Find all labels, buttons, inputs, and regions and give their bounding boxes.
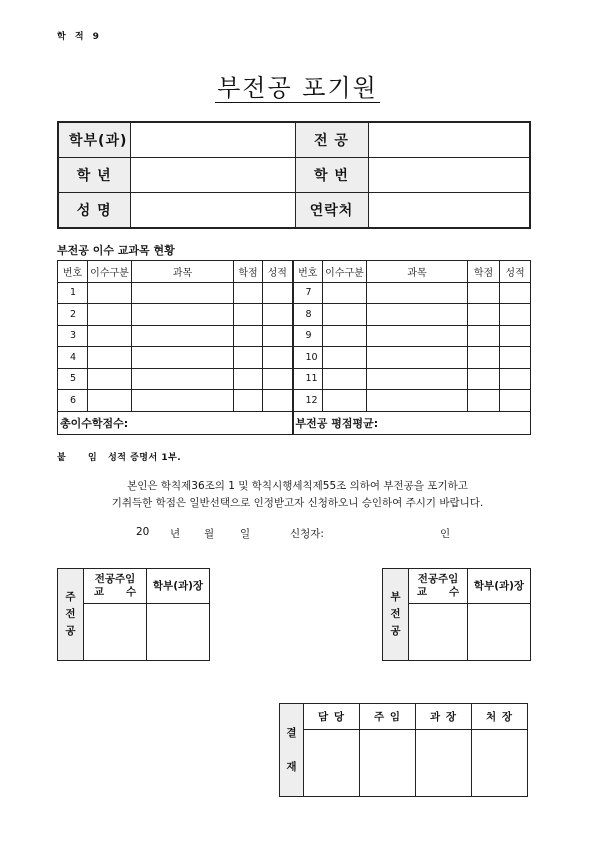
attachment-note: 붙 임 성적 증명서 1부. bbox=[57, 453, 182, 463]
row-number: 3 bbox=[58, 325, 88, 347]
credits-cell[interactable] bbox=[234, 347, 263, 369]
header-grade: 성적 bbox=[263, 261, 293, 283]
form-code: 학 적 9 bbox=[57, 32, 102, 42]
table-row bbox=[58, 368, 531, 390]
summary-row bbox=[58, 411, 531, 434]
approval-sign-manager[interactable] bbox=[416, 730, 472, 797]
subject-cell[interactable] bbox=[132, 368, 234, 390]
credits-cell[interactable] bbox=[468, 390, 500, 412]
approval-header-staff: 담 당 bbox=[304, 704, 360, 730]
grade-cell[interactable] bbox=[500, 347, 531, 369]
main-professor-header bbox=[84, 569, 147, 604]
type-cell[interactable] bbox=[323, 325, 367, 347]
approval-header-manager: 과 장 bbox=[416, 704, 472, 730]
table-row bbox=[58, 282, 531, 304]
date-line bbox=[136, 526, 466, 540]
type-cell[interactable] bbox=[88, 368, 132, 390]
type-cell[interactable] bbox=[323, 304, 367, 326]
title-text: 부전공 포기원 bbox=[217, 74, 378, 102]
name-field[interactable] bbox=[130, 193, 295, 229]
minor-professor-sign[interactable] bbox=[409, 604, 468, 661]
course-table bbox=[57, 260, 531, 435]
minor-dept-head-header: 학부(과)장 bbox=[468, 569, 531, 604]
side-char: 전 bbox=[65, 608, 76, 620]
approval-header-chief: 주 임 bbox=[360, 704, 416, 730]
approval-box bbox=[279, 703, 528, 797]
header-no: 번호 bbox=[293, 261, 323, 283]
row-number: 6 bbox=[58, 390, 88, 412]
credits-cell[interactable] bbox=[468, 304, 500, 326]
statement bbox=[0, 478, 595, 512]
row-number: 5 bbox=[58, 368, 88, 390]
table-row bbox=[58, 304, 531, 326]
main-professor-sign[interactable] bbox=[84, 604, 147, 661]
approval-side-label bbox=[280, 704, 304, 797]
type-cell[interactable] bbox=[323, 347, 367, 369]
header-type: 이수구분 bbox=[323, 261, 367, 283]
row-number: 12 bbox=[293, 390, 323, 412]
major-label: 전 공 bbox=[295, 122, 368, 158]
table-row bbox=[58, 347, 531, 369]
day-unit: 일 bbox=[240, 528, 251, 540]
type-cell[interactable] bbox=[323, 390, 367, 412]
credits-cell[interactable] bbox=[234, 325, 263, 347]
student-id-label: 학 번 bbox=[295, 158, 368, 193]
name-label: 성 명 bbox=[58, 193, 130, 229]
course-header-row bbox=[58, 261, 531, 283]
subject-cell[interactable] bbox=[367, 325, 468, 347]
header-line: 전공주임 bbox=[94, 573, 136, 585]
statement-line-2: 기취득한 학점은 일반선택으로 인정받고자 신청하오니 승인하여 주시기 바랍니다. bbox=[111, 497, 484, 509]
type-cell[interactable] bbox=[88, 282, 132, 304]
header-grade: 성적 bbox=[500, 261, 531, 283]
year-unit: 년 bbox=[170, 528, 181, 540]
credits-cell[interactable] bbox=[234, 304, 263, 326]
row-number: 11 bbox=[293, 368, 323, 390]
subject-cell[interactable] bbox=[367, 304, 468, 326]
grade-cell[interactable] bbox=[263, 325, 293, 347]
header-no: 번호 bbox=[58, 261, 88, 283]
subject-cell[interactable] bbox=[367, 390, 468, 412]
year-prefix: 20 bbox=[136, 526, 150, 538]
grade-cell[interactable] bbox=[263, 390, 293, 412]
credits-cell[interactable] bbox=[468, 325, 500, 347]
student-id-field[interactable] bbox=[368, 158, 530, 193]
grade-cell[interactable] bbox=[263, 282, 293, 304]
table-row bbox=[58, 390, 531, 412]
header-line: 교 수 bbox=[416, 586, 460, 598]
minor-dept-head-sign[interactable] bbox=[468, 604, 531, 661]
side-char: 공 bbox=[65, 625, 76, 637]
total-credits-label: 총이수학점수: bbox=[58, 411, 293, 434]
type-cell[interactable] bbox=[323, 282, 367, 304]
row-number: 7 bbox=[293, 282, 323, 304]
side-char: 전 bbox=[390, 608, 401, 620]
page-title bbox=[0, 68, 595, 103]
approval-sign-chief[interactable] bbox=[360, 730, 416, 797]
type-cell[interactable] bbox=[323, 368, 367, 390]
grade-cell[interactable] bbox=[263, 368, 293, 390]
grade-cell[interactable] bbox=[500, 390, 531, 412]
credits-cell[interactable] bbox=[468, 368, 500, 390]
applicant-info-table bbox=[57, 121, 531, 229]
type-cell[interactable] bbox=[88, 325, 132, 347]
dept-label: 학부(과) bbox=[58, 122, 130, 158]
approval-header-director: 처 장 bbox=[472, 704, 528, 730]
dept-field[interactable] bbox=[130, 122, 295, 158]
main-major-approval-box bbox=[57, 568, 210, 661]
row-number: 2 bbox=[58, 304, 88, 326]
type-cell[interactable] bbox=[88, 304, 132, 326]
row-number: 9 bbox=[293, 325, 323, 347]
credits-cell[interactable] bbox=[468, 347, 500, 369]
gpa-label: 부전공 평점평균: bbox=[293, 411, 531, 434]
subject-cell[interactable] bbox=[367, 347, 468, 369]
minor-side-label bbox=[383, 569, 409, 661]
subject-cell[interactable] bbox=[132, 347, 234, 369]
header-subject: 과목 bbox=[132, 261, 234, 283]
subject-cell[interactable] bbox=[367, 368, 468, 390]
grade-cell[interactable] bbox=[500, 368, 531, 390]
main-major-side-label bbox=[58, 569, 84, 661]
grade-cell[interactable] bbox=[263, 304, 293, 326]
header-type: 이수구분 bbox=[88, 261, 132, 283]
statement-line-1: 본인은 학칙제36조의 1 및 학칙시행세칙제55조 의하여 부전공을 포기하고 bbox=[127, 480, 468, 492]
contact-label: 연락처 bbox=[295, 193, 368, 229]
grade-cell[interactable] bbox=[500, 282, 531, 304]
subject-cell[interactable] bbox=[132, 390, 234, 412]
applicant-label: 신청자: bbox=[290, 528, 324, 540]
credits-cell[interactable] bbox=[234, 390, 263, 412]
side-char: 공 bbox=[390, 625, 401, 637]
type-cell[interactable] bbox=[88, 347, 132, 369]
seal-mark: 인 bbox=[440, 528, 451, 540]
row-number: 10 bbox=[293, 347, 323, 369]
approval-sign-director[interactable] bbox=[472, 730, 528, 797]
subject-cell[interactable] bbox=[132, 304, 234, 326]
side-char: 부 bbox=[390, 591, 401, 603]
credits-cell[interactable] bbox=[468, 282, 500, 304]
side-char: 재 bbox=[286, 761, 297, 773]
grade-cell[interactable] bbox=[500, 325, 531, 347]
grade-cell[interactable] bbox=[263, 347, 293, 369]
credits-cell[interactable] bbox=[234, 282, 263, 304]
header-credits: 학점 bbox=[468, 261, 500, 283]
month-unit: 월 bbox=[204, 528, 215, 540]
approval-sign-staff[interactable] bbox=[304, 730, 360, 797]
side-char: 주 bbox=[65, 591, 76, 603]
row-number: 8 bbox=[293, 304, 323, 326]
grade-cell[interactable] bbox=[500, 304, 531, 326]
header-line: 전공주임 bbox=[417, 573, 459, 585]
table-row bbox=[58, 325, 531, 347]
main-dept-head-header: 학부(과)장 bbox=[147, 569, 210, 604]
subject-cell[interactable] bbox=[367, 282, 468, 304]
course-section-title: 부전공 이수 교과목 현황 bbox=[57, 244, 175, 257]
subject-cell[interactable] bbox=[132, 325, 234, 347]
header-subject: 과목 bbox=[367, 261, 468, 283]
contact-field[interactable] bbox=[368, 193, 530, 229]
header-line: 교 수 bbox=[93, 586, 137, 598]
main-dept-head-sign[interactable] bbox=[147, 604, 210, 661]
header-credits: 학점 bbox=[234, 261, 263, 283]
minor-approval-box bbox=[382, 568, 531, 661]
side-char: 결 bbox=[286, 727, 297, 739]
row-number: 4 bbox=[58, 347, 88, 369]
row-number: 1 bbox=[58, 282, 88, 304]
major-field[interactable] bbox=[368, 122, 530, 158]
year-field[interactable] bbox=[130, 158, 295, 193]
subject-cell[interactable] bbox=[132, 282, 234, 304]
type-cell[interactable] bbox=[88, 390, 132, 412]
year-label: 학 년 bbox=[58, 158, 130, 193]
credits-cell[interactable] bbox=[234, 368, 263, 390]
minor-professor-header bbox=[409, 569, 468, 604]
